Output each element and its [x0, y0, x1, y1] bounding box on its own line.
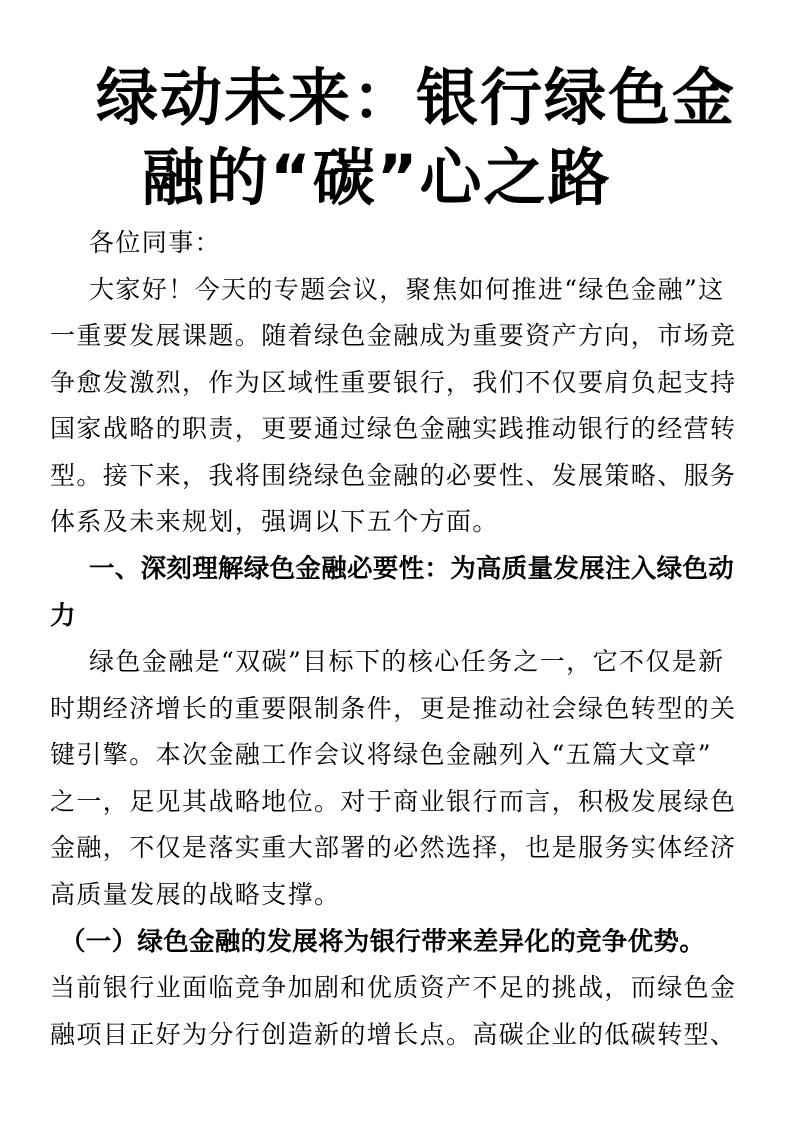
paragraph-line: 融项目正好为分行创造新的增长点。高碳企业的低碳转型、 [50, 1020, 737, 1049]
paragraph-line: 大家好！今天的专题会议，聚焦如何推进“绿色金融”这 [89, 275, 725, 304]
paragraph-line: 体系及未来规划，强调以下五个方面。 [50, 507, 499, 536]
paragraph-line: 国家战略的职责，更要通过绿色金融实践推动银行的经营转 [50, 414, 737, 443]
paragraph-line: 绿色金融是“双碳”目标下的核心任务之一，它不仅是新 [89, 647, 725, 676]
paragraph-line: 一重要发展课题。随着绿色金融成为重要资产方向，市场竞 [50, 321, 737, 350]
paragraph-line: 之一，足见其战略地位。对于商业银行而言，积极发展绿色 [50, 787, 737, 816]
title-line-1: 绿动未来：银行绿色金 [96, 61, 737, 134]
heading-line: 一、深刻理解绿色金融必要性：为高质量发展注入绿色动 [89, 554, 735, 584]
paragraph-line: 时期经济增长的重要限制条件，更是推动社会绿色转型的关 [50, 694, 737, 723]
paragraph-line: 键引擎。本次金融工作会议将绿色金融列入“五篇大文章” [50, 740, 712, 769]
paragraph-line: 金融，不仅是落实重大部署的必然选择，也是服务实体经济 [50, 833, 737, 862]
greeting: 各位同事： [89, 228, 222, 257]
paragraph-line: 当前银行业面临竞争加剧和优质资产不足的挑战，而绿色金 [50, 973, 737, 1002]
paragraph-line: 争愈发激烈，作为区域性重要银行，我们不仅要肩负起支持 [50, 368, 737, 397]
title-line-2: 融的“碳”心之路 [142, 141, 612, 214]
paragraph-line: 型。接下来，我将围绕绿色金融的必要性、发展策略、服务 [50, 461, 737, 490]
heading-line: 力 [50, 601, 76, 631]
subsection-heading: （一）绿色金融的发展将为银行带来差异化的竞争优势。 [60, 927, 706, 957]
paragraph-line: 高质量发展的战略支撑。 [50, 880, 341, 909]
